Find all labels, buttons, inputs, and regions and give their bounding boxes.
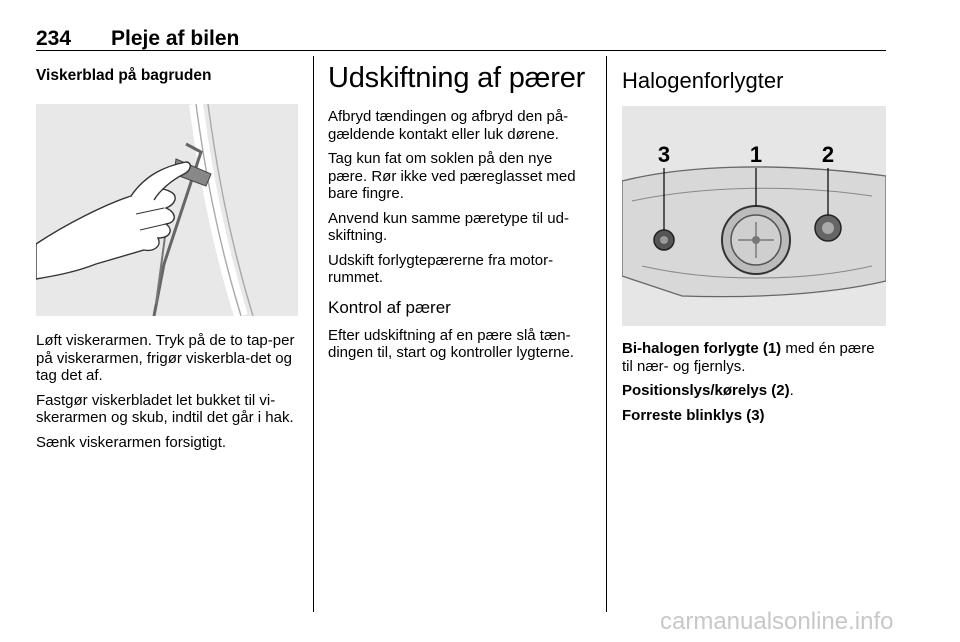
- figure-label-2: 2: [821, 142, 835, 167]
- wiper-step-2: Fastgør viskerbladet let bukket til vi-skerarmen og skub, indtil det går i hak.: [36, 391, 294, 426]
- header-rule: [36, 50, 886, 51]
- page-header: [36, 23, 886, 49]
- section-title: Pleje af bilen: [111, 27, 240, 50]
- column-headlights: [622, 60, 886, 431]
- wiper-step-3: Sænk viskerarmen forsigtigt.: [36, 433, 227, 451]
- headlight-item-1: Bi-halogen forlygte (1) med én pære til nær- og fjernlys.: [622, 340, 875, 375]
- bulbs-paragraph-4: Udskift forlygtepærerne fra motor-rummet.: [328, 251, 554, 286]
- figure-label-3: 3: [657, 142, 671, 167]
- figure-label-1: 1: [749, 142, 763, 167]
- check-bulbs-heading: Kontrol af pærer: [328, 297, 451, 317]
- headlights-heading: Halogenforlygter: [622, 68, 784, 93]
- page-number: 234: [36, 27, 72, 50]
- headlight-item-3: Forreste blinklys (3): [622, 406, 765, 424]
- column-divider-2: [606, 56, 607, 612]
- bulbs-paragraph-2: Tag kun fat om soklen på den nye pære. Rør ikke ved pæreglasset med bare fingre.: [328, 150, 576, 202]
- column-divider-1: [313, 56, 314, 612]
- headlight-illustration: [622, 106, 886, 326]
- wiper-heading: Viskerblad på bagruden: [36, 67, 212, 84]
- check-bulbs-paragraph: Efter udskiftning af en pære slå tæn-dingen til, start og kontroller lygterne.: [328, 326, 574, 361]
- bulbs-paragraph-1: Afbryd tændingen og afbryd den på-gældende kontakt eller luk dørene.: [328, 108, 569, 143]
- wiper-step-1: Løft viskerarmen. Tryk på de to tap-per på viskerarmen, frigør viskerbla-det og tag det af.: [36, 332, 295, 384]
- bulbs-heading: Udskiftning af pærer: [328, 62, 586, 94]
- bulbs-paragraph-3: Anvend kun samme pæretype til ud-skiftning.: [328, 209, 569, 244]
- headlight-item-2: Positionslys/kørelys (2).: [622, 382, 794, 399]
- wiper-illustration: [36, 104, 298, 316]
- watermark: carmanualsonline.info: [660, 608, 894, 635]
- column-bulbs: [328, 60, 593, 369]
- column-wiper: [36, 60, 298, 458]
